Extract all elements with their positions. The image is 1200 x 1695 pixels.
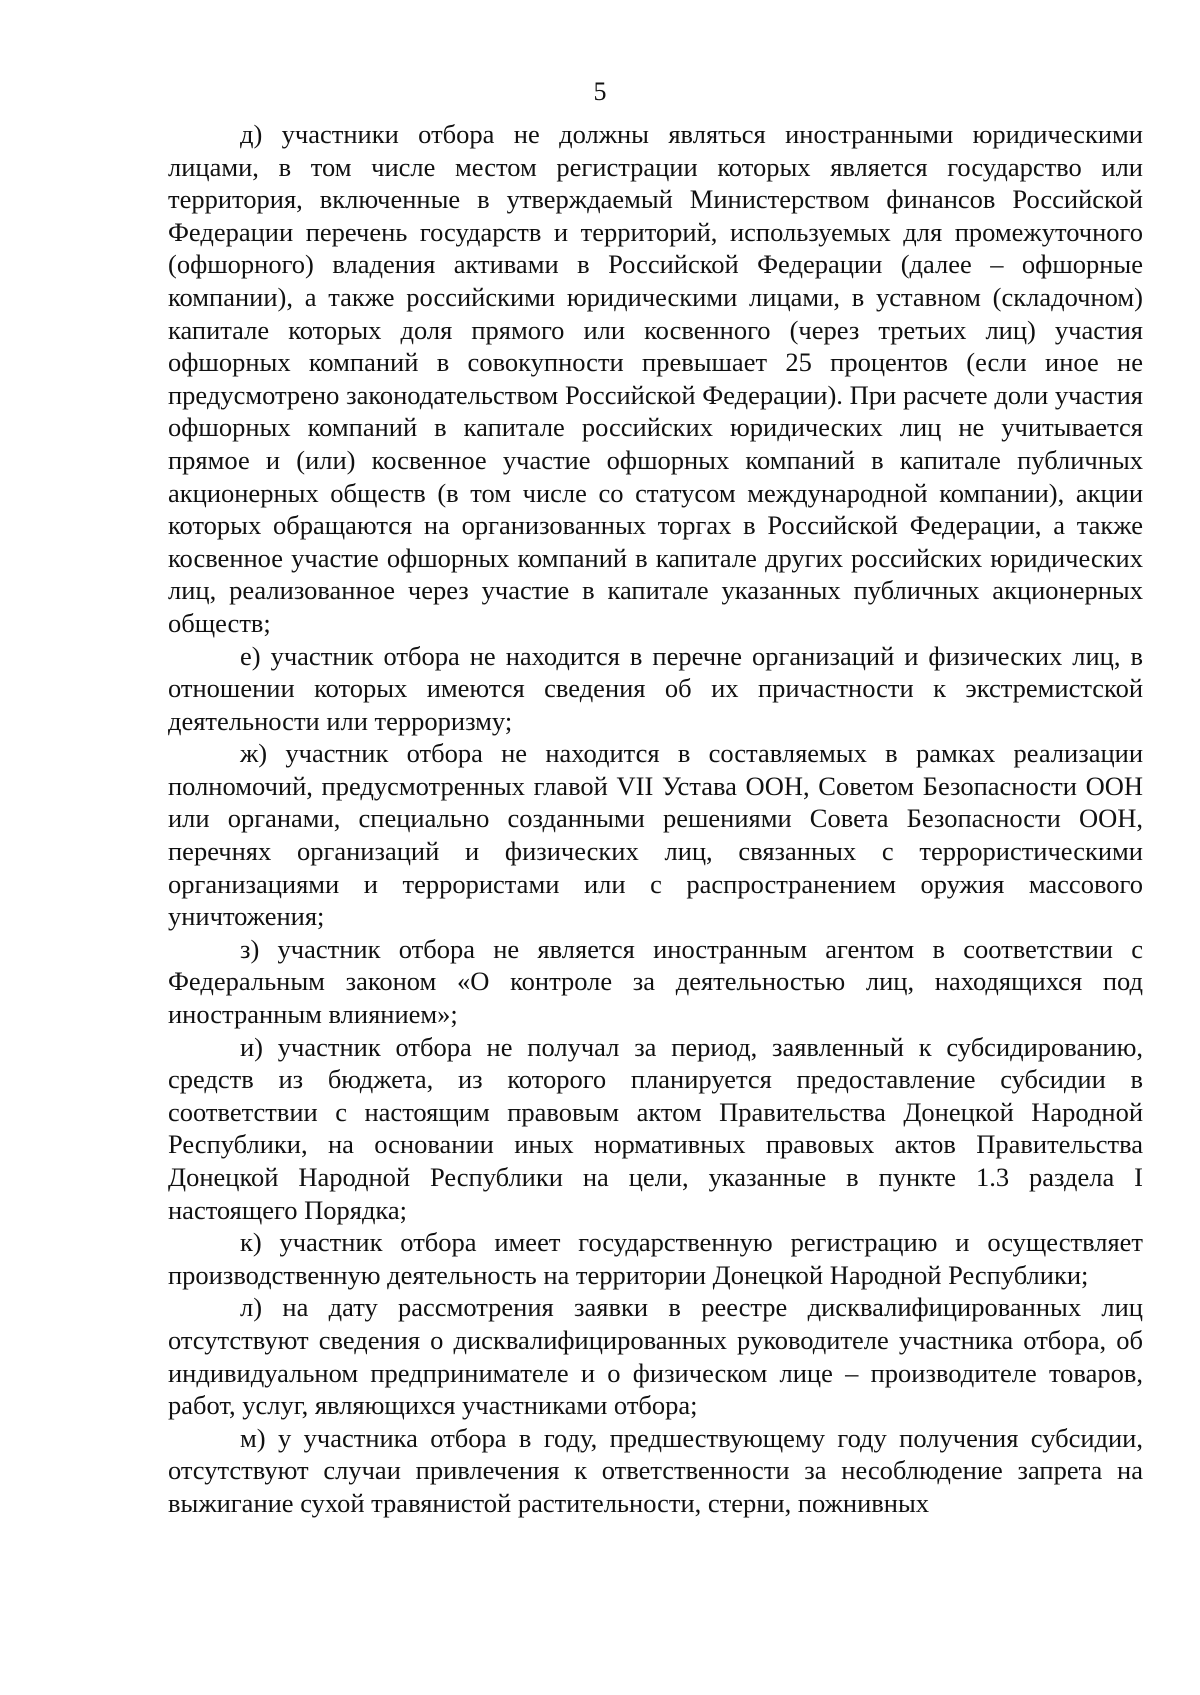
paragraph-m-burning-ban: м) у участника отбора в году, предшествующему году получения субсидии, отсутствуют случаи привлечения к ответственности за несоблюдение запрета на выжигание сухой травянистой растительности, стерни, пожнивных <box>168 1422 1143 1518</box>
paragraph-i-budget-funds: и) участник отбора не получал за период, заявленный к субсидированию, средств из бюджета, из которого планируется предоставление субсидии в соответствии с настоящим правовым актом Правительства Донецкой Народной Республики, на основании иных нормативных правовых актов Правительства Донецкой Народной Республики на цели, указанные в пункте 1.3 раздела I настоящего Порядка; <box>168 1031 1143 1225</box>
paragraph-z-foreign-agent: з) участник отбора не является иностранным агентом в соответствии с Федеральным законом «О контроле за деятельностью лиц, находящихся под иностранным влиянием»; <box>168 933 1143 1030</box>
paragraph-d-offshore: д) участники отбора не должны являться иностранными юридическими лицами, в том числе местом регистрации которых является государство или территория, включенные в утверждаемый Министерством финансов Российской Федерации перечень государств и территорий, используемых для промежуточного (офшорного) владения активами в Российской Федерации (далее – офшорные компании), а также российскими юридическими лицами, в уставном (складочном) капитале которых доля прямого или косвенного (через третьих лиц) участия офшорных компаний в совокупности превышает 25 процентов (если иное не предусмотрено законодательством Российской Федерации). При расчете доли участия офшорных компаний в капитале российских юридических лиц не учитывается прямое и (или) косвенное участие офшорных компаний в капитале публичных акционерных обществ (в том числе со статусом международной компании), акции которых обращаются на организованных торгах в Российской Федерации, а также косвенное участие офшорных компаний в капитале других российских юридических лиц, реализованное через участие в капитале указанных публичных акционерных обществ; <box>168 119 1143 638</box>
paragraph-l-disqualified-persons: л) на дату рассмотрения заявки в реестре дисквалифицированных лиц отсутствуют сведения о дисквалифицированных руководителе участника отбора, об индивидуальном предпринимателе и о физическом лице – производителе товаров, работ, услуг, являющихся участниками отбора; <box>168 1292 1143 1421</box>
document-body <box>168 118 1143 1520</box>
paragraph-e-extremism: е) участник отбора не находится в перечне организаций и физических лиц, в отношении которых имеются сведения об их причастности к экстремистской деятельности или терроризму; <box>168 640 1143 736</box>
page-number: 5 <box>593 77 607 106</box>
paragraph-k-registration: к) участник отбора имеет государственную регистрацию и осуществляет производственную деятельность на территории Донецкой Народной Республики; <box>168 1227 1143 1290</box>
paragraph-zh-un-sanctions: ж) участник отбора не находится в составляемых в рамках реализации полномочий, предусмотренных главой VII Устава ООН, Советом Безопасности ООН или органами, специально созданными решениями Совета Безопасности ООН, перечнях организаций и физических лиц, связанных с террористическими организациями и террористами или с распространением оружия массового уничтожения; <box>168 738 1143 932</box>
